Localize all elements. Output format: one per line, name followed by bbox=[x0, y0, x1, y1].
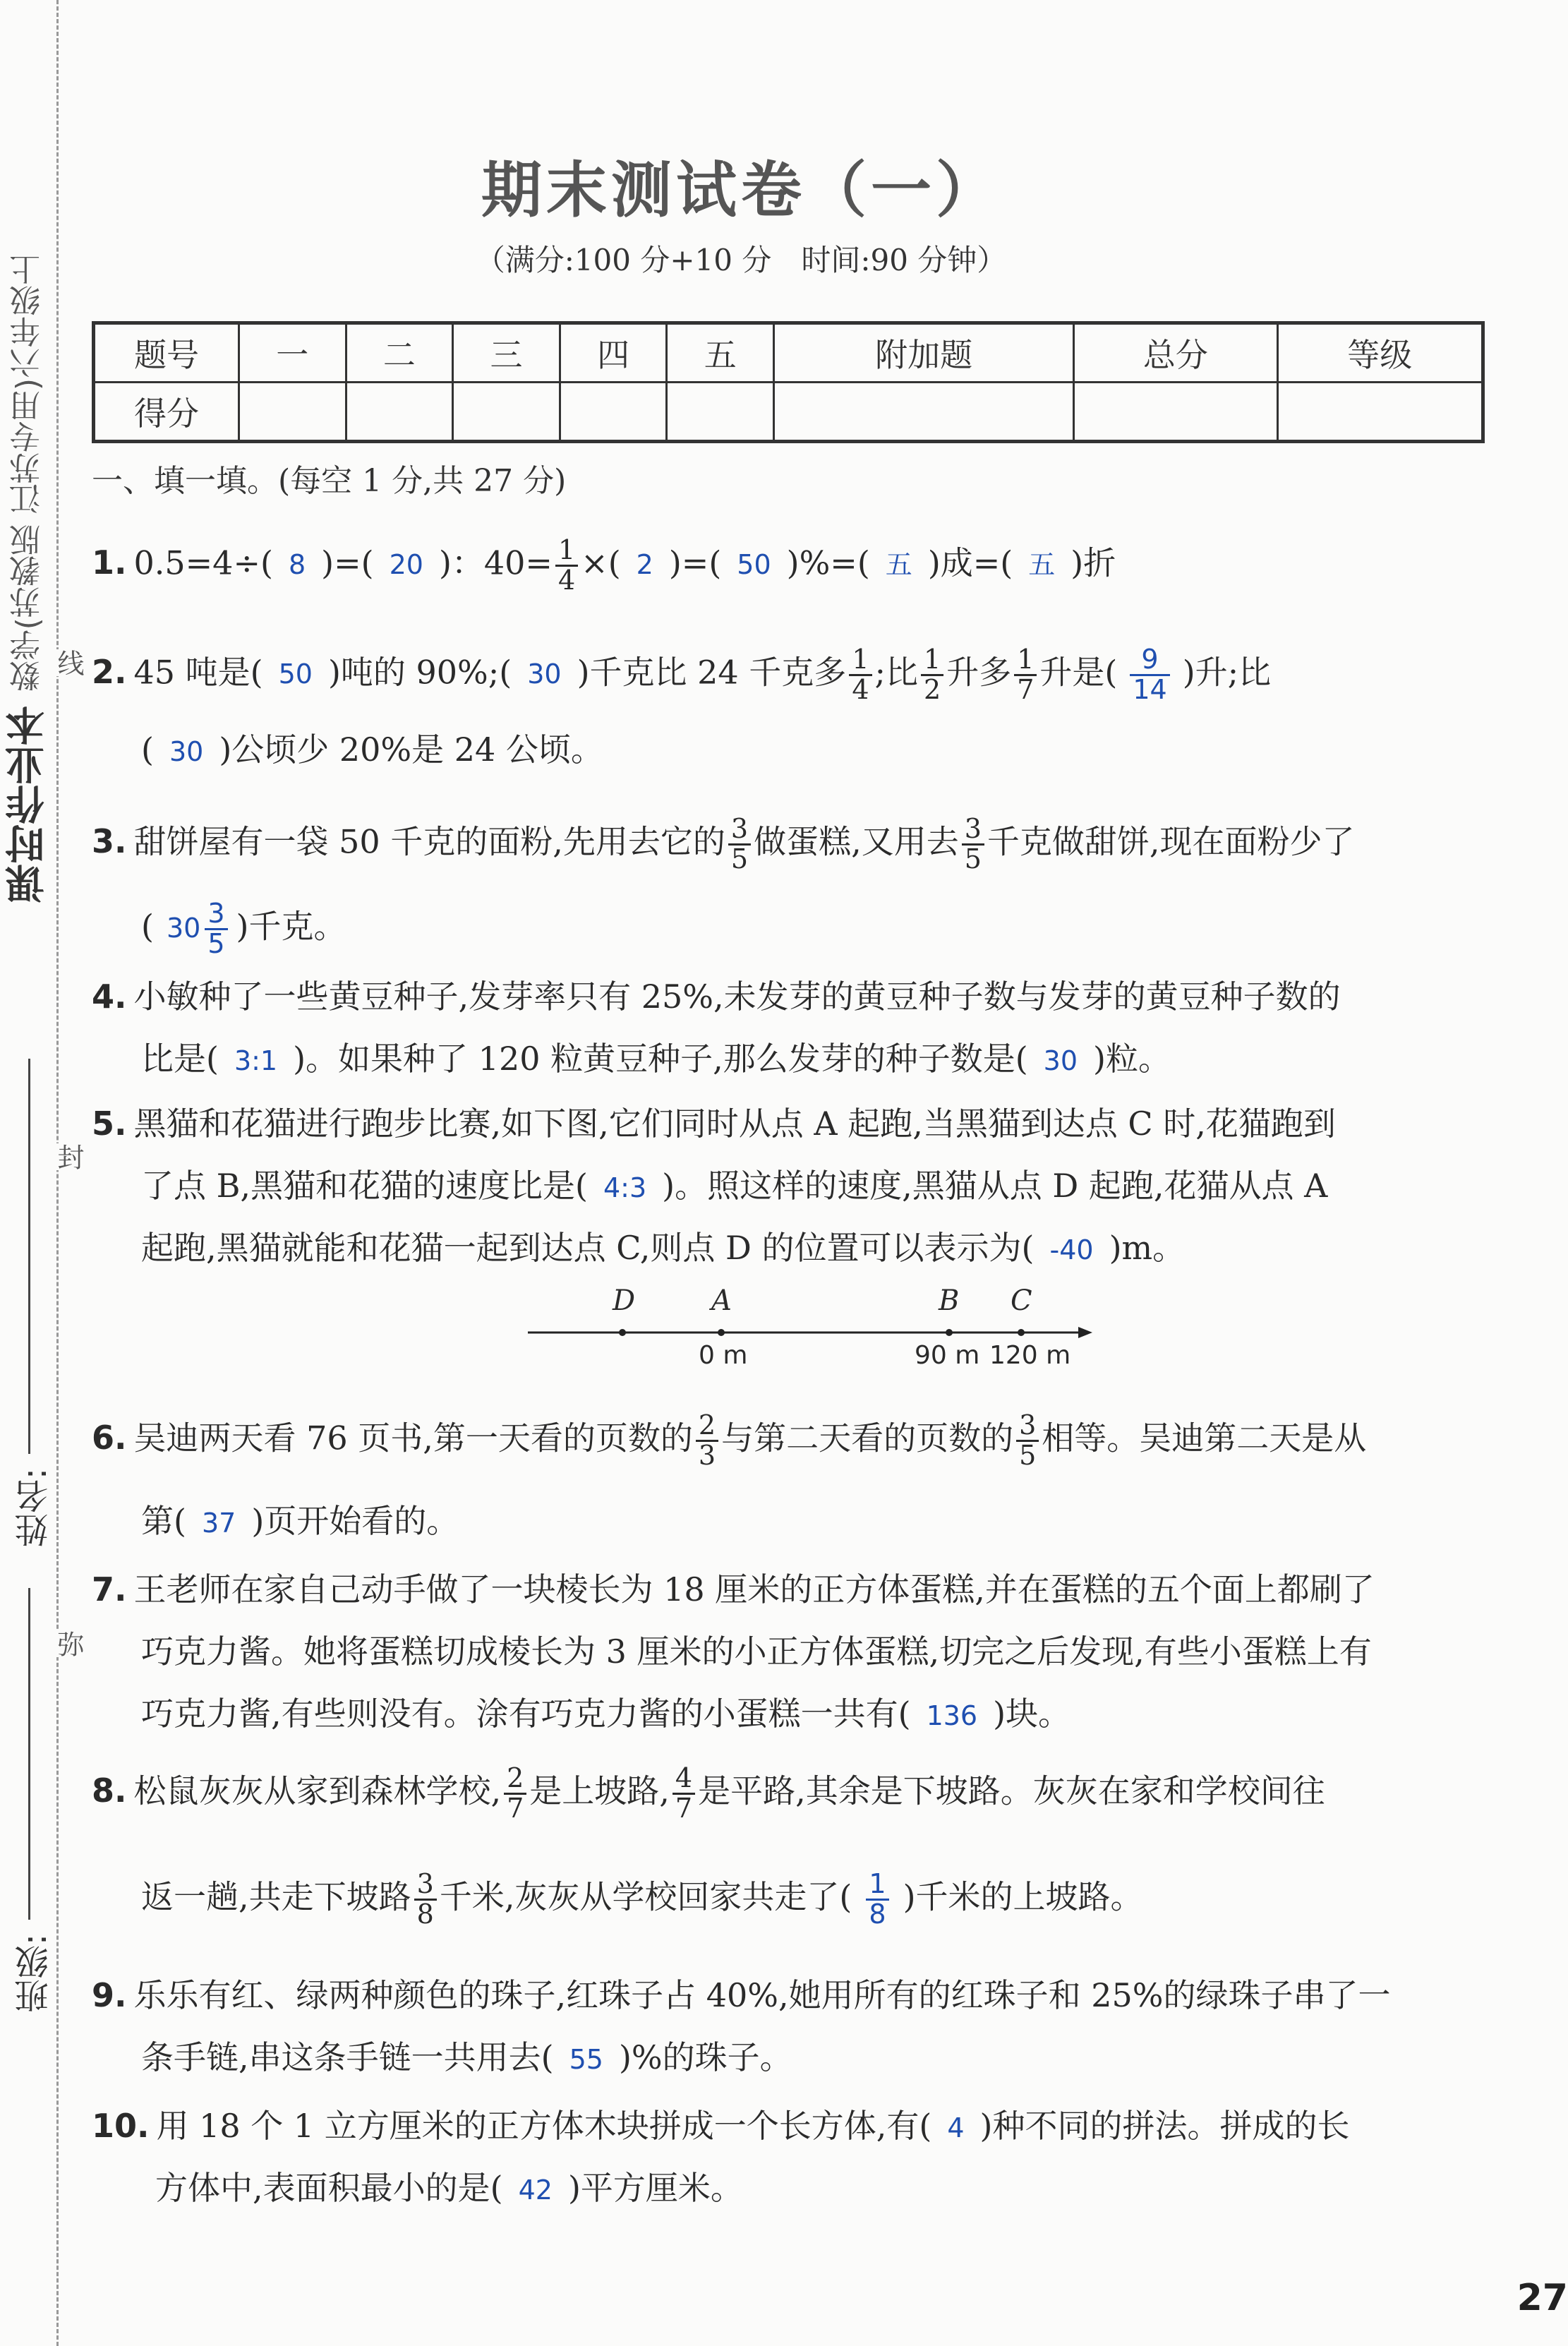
answer-fraction: $\frac{9}{14}$ bbox=[1130, 646, 1169, 704]
section-heading: 一、填一填。(每空 1 分,共 27 分) bbox=[92, 463, 567, 499]
q-text: 松鼠灰灰从家到森林学校, bbox=[133, 1771, 502, 1810]
q-text: 千米,灰灰从学校回家共走了( bbox=[439, 1877, 852, 1916]
answer: 3:1 bbox=[234, 1045, 278, 1076]
table-cell: 得分 bbox=[94, 383, 239, 442]
answer: 30 bbox=[166, 913, 201, 944]
q-text: 返一趟,共走下坡路 bbox=[141, 1877, 411, 1916]
answer: -40 bbox=[1049, 1234, 1094, 1265]
answer: 37 bbox=[201, 1508, 236, 1539]
score-table bbox=[92, 321, 1485, 443]
q-text: ( bbox=[141, 730, 154, 769]
q-text: 用 18 个 1 立方厘米的正方体木块拼成一个长方体,有( bbox=[156, 2107, 932, 2145]
q-text: 起跑,黑猫就能和花猫一起到达点 C,则点 D 的位置可以表示为( bbox=[141, 1229, 1035, 1267]
q-text: 千克做甜饼,现在面粉少了 bbox=[987, 822, 1355, 861]
q-text: 做蛋糕,又用去 bbox=[754, 822, 959, 861]
q-text: )千米的上坡路。 bbox=[903, 1877, 1143, 1916]
answer: 4 bbox=[947, 2112, 965, 2143]
answer: 136 bbox=[926, 1700, 978, 1731]
class-label: 班级: bbox=[15, 1934, 54, 2014]
page-number: 27 bbox=[1516, 2277, 1568, 2319]
question-number: 4. bbox=[92, 978, 127, 1016]
value-a: 0 m bbox=[699, 1341, 748, 1370]
q-text: )千克比 24 千克多 bbox=[577, 653, 847, 692]
q-text: 与第二天看的页数的 bbox=[721, 1419, 1014, 1457]
score-input-cell[interactable] bbox=[346, 383, 453, 442]
question-number: 3. bbox=[92, 822, 127, 861]
q-text: )=( bbox=[668, 543, 722, 582]
score-input-cell[interactable] bbox=[560, 383, 667, 442]
answer: 20 bbox=[389, 549, 423, 581]
answer: 五 bbox=[885, 549, 912, 581]
q-text: 第( bbox=[141, 1502, 186, 1540]
score-input-cell[interactable] bbox=[667, 383, 774, 442]
q-text: )块。 bbox=[993, 1695, 1071, 1733]
q-text: )：40= bbox=[438, 543, 553, 582]
q-text: ×( bbox=[581, 543, 621, 582]
mark-feng: 封 bbox=[49, 1143, 88, 1170]
q-text: )页开始看的。 bbox=[251, 1502, 459, 1540]
q-text: ;比 bbox=[874, 653, 918, 692]
fraction: $\frac{3}{8}$ bbox=[414, 1870, 437, 1929]
answer: 4:3 bbox=[603, 1172, 647, 1203]
mark-mi: 弥 bbox=[49, 1630, 88, 1657]
q-text: 巧克力酱,有些则没有。涂有巧克力酱的小蛋糕一共有( bbox=[141, 1695, 911, 1733]
fraction: $\frac{1}{2}$ bbox=[921, 646, 943, 704]
answer-fraction: $\frac{1}{8}$ bbox=[866, 1870, 888, 1929]
table-cell: 四 bbox=[560, 323, 667, 383]
q-text: )千克。 bbox=[236, 907, 346, 946]
answer-fraction: $\frac{3}{5}$ bbox=[205, 900, 227, 958]
name-blank bbox=[28, 1059, 30, 1454]
q-text: )成=( bbox=[927, 543, 1013, 582]
q-text: )吨的 90%;( bbox=[327, 653, 512, 692]
table-cell: 总分 bbox=[1074, 323, 1277, 383]
question-number: 5. bbox=[92, 1105, 127, 1143]
q-text: ( bbox=[141, 907, 154, 946]
fraction: $\frac{1}{7}$ bbox=[1014, 646, 1037, 704]
q-text: )%的珠子。 bbox=[618, 2038, 792, 2076]
q-text: )。如果种了 120 粒黄豆种子,那么发芽的种子数是( bbox=[293, 1040, 1028, 1078]
q-text: 甜饼屋有一袋 50 千克的面粉,先用去它的 bbox=[133, 822, 725, 861]
q-text: 比是( bbox=[141, 1040, 219, 1078]
answer: 55 bbox=[569, 2044, 603, 2075]
fraction: $\frac{1}{4}$ bbox=[849, 646, 872, 704]
score-input-cell[interactable] bbox=[1277, 383, 1483, 442]
q-text: )平方厘米。 bbox=[567, 2169, 743, 2207]
point-a-label: A bbox=[711, 1285, 732, 1317]
score-header-row bbox=[94, 323, 1483, 383]
table-cell: 附加题 bbox=[774, 323, 1074, 383]
q-text: 是平路,其余是下坡路。灰灰在家和学校间往 bbox=[698, 1771, 1325, 1810]
q-text: )%=( bbox=[786, 543, 870, 582]
table-cell: 二 bbox=[346, 323, 453, 383]
q-text: 0.5=4÷( bbox=[133, 543, 273, 582]
point-d-label: D bbox=[613, 1285, 636, 1317]
q-text: 条手链,串这条手链一共用去( bbox=[141, 2038, 554, 2076]
series-label: 数学(苏教版 江苏专用)六年级上 bbox=[10, 254, 46, 692]
table-cell: 题号 bbox=[94, 323, 239, 383]
answer: 30 bbox=[1043, 1045, 1078, 1076]
q-text: )粒。 bbox=[1093, 1040, 1171, 1078]
point-b-label: B bbox=[939, 1285, 960, 1317]
binding-sidebar bbox=[0, 0, 84, 2346]
score-input-cell[interactable] bbox=[774, 383, 1074, 442]
answer: 2 bbox=[636, 549, 653, 581]
question-number: 7. bbox=[92, 1570, 127, 1608]
table-cell: 等级 bbox=[1277, 323, 1483, 383]
q-text: 是上坡路, bbox=[529, 1771, 670, 1810]
number-line bbox=[522, 1285, 1101, 1376]
value-b: 90 m bbox=[915, 1341, 980, 1370]
q-text: )折 bbox=[1071, 543, 1116, 582]
answer: 30 bbox=[169, 736, 204, 767]
q-text: 吴迪两天看 76 页书,第一天看的页数的 bbox=[133, 1419, 693, 1457]
table-cell: 三 bbox=[453, 323, 560, 383]
q-text: 乐乐有红、绿两种颜色的珠子,红珠子占 40%,她用所有的红珠子和 25%的绿珠子串了一 bbox=[133, 1976, 1391, 2014]
fraction: $\frac{2}{3}$ bbox=[696, 1412, 718, 1470]
score-input-cell[interactable] bbox=[1074, 383, 1277, 442]
q-text: )。照这样的速度,黑猫从点 D 起跑,花猫从点 A bbox=[662, 1167, 1328, 1205]
table-cell: 五 bbox=[667, 323, 774, 383]
fraction: $\frac{4}{7}$ bbox=[673, 1764, 695, 1823]
fraction: $\frac{3}{5}$ bbox=[1016, 1412, 1039, 1470]
answer: 8 bbox=[288, 549, 306, 581]
question-number: 8. bbox=[92, 1771, 127, 1810]
question-number: 1. bbox=[92, 543, 127, 582]
answer: 42 bbox=[518, 2174, 553, 2206]
table-cell: 一 bbox=[239, 323, 346, 383]
answer: 50 bbox=[737, 549, 771, 581]
q-text: )升;比 bbox=[1182, 653, 1272, 692]
page-subtitle: （满分:100 分+10 分 时间:90 分钟） bbox=[475, 243, 1007, 277]
class-blank bbox=[28, 1588, 30, 1920]
question-number: 6. bbox=[92, 1419, 127, 1457]
q-text: 升多 bbox=[946, 653, 1012, 692]
fraction: $\frac{3}{5}$ bbox=[728, 815, 751, 874]
q-text: 了点 B,黑猫和花猫的速度比是( bbox=[141, 1167, 588, 1205]
page-title: 期末测试卷（一） bbox=[481, 155, 1001, 226]
q-text: 小敏种了一些黄豆种子,发芽率只有 25%,未发芽的黄豆种子数与发芽的黄豆种子数的 bbox=[133, 978, 1341, 1016]
q-text: )m。 bbox=[1109, 1229, 1186, 1267]
fraction: $\frac{2}{7}$ bbox=[504, 1764, 526, 1823]
brand-label: 课时作业本 bbox=[5, 706, 51, 903]
name-label: 姓名: bbox=[15, 1468, 54, 1548]
answer: 30 bbox=[527, 658, 562, 690]
question-number: 2. bbox=[92, 653, 127, 692]
q-text: 巧克力酱。她将蛋糕切成棱长为 3 厘米的小正方体蛋糕,切完之后发现,有些小蛋糕上有 bbox=[141, 1632, 1372, 1671]
q-text: 方体中,表面积最小的是( bbox=[155, 2169, 503, 2207]
q-text: 45 吨是( bbox=[133, 653, 263, 692]
q-text: )种不同的拼法。拼成的长 bbox=[979, 2107, 1350, 2145]
fraction: $\frac{3}{5}$ bbox=[962, 815, 984, 874]
mark-xian: 线 bbox=[49, 649, 88, 676]
q-text: 王老师在家自己动手做了一块棱长为 18 厘米的正方体蛋糕,并在蛋糕的五个面上都刷了 bbox=[133, 1570, 1375, 1608]
q-text: 相等。吴迪第二天是从 bbox=[1042, 1419, 1367, 1457]
fraction: $\frac{1}{4}$ bbox=[555, 536, 578, 595]
score-input-cell[interactable] bbox=[239, 383, 346, 442]
point-c-label: C bbox=[1011, 1285, 1032, 1317]
answer: 50 bbox=[278, 658, 313, 690]
score-value-row bbox=[94, 383, 1483, 442]
value-c: 120 m bbox=[989, 1341, 1071, 1370]
q-text: )=( bbox=[321, 543, 374, 582]
question-number: 9. bbox=[92, 1976, 127, 2014]
question-number: 10. bbox=[92, 2107, 150, 2145]
q-text: )公顷少 20%是 24 公顷。 bbox=[219, 730, 603, 769]
score-input-cell[interactable] bbox=[453, 383, 560, 442]
q-text: 升是( bbox=[1039, 653, 1118, 692]
answer: 五 bbox=[1028, 549, 1056, 581]
q-text: 黑猫和花猫进行跑步比赛,如下图,它们同时从点 A 起跑,当黑猫到达点 C 时,花猫跑到 bbox=[133, 1105, 1336, 1143]
